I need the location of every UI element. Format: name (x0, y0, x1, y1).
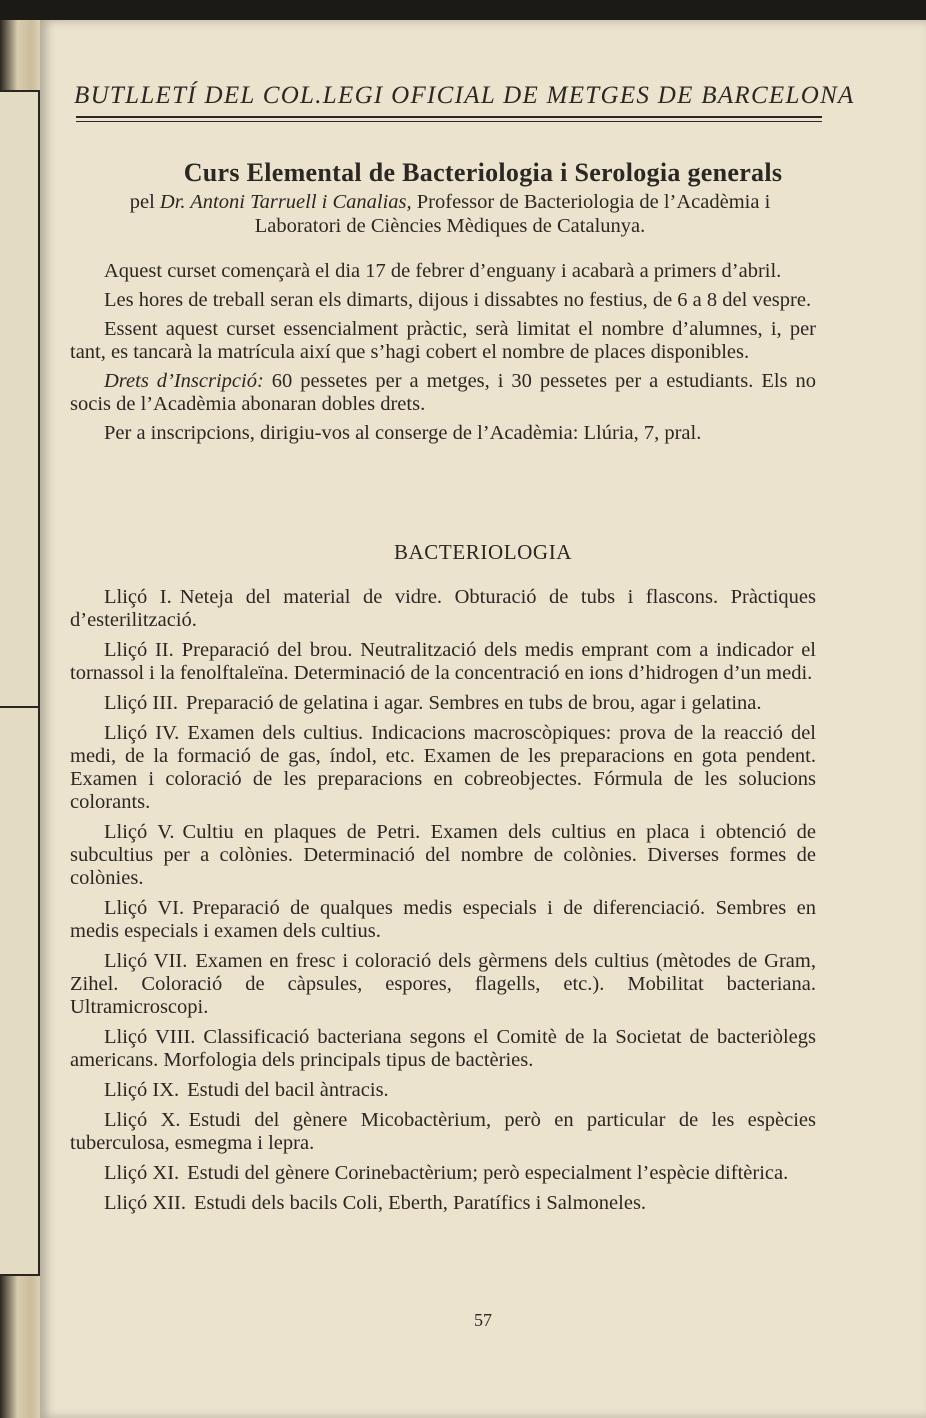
fees-label: Drets d’Inscripció: (104, 370, 264, 392)
paragraph-contact: Per a inscripcions, dirigiu-vos al conserge de l’Acadèmia: Llúria, 7, pral. (104, 422, 702, 444)
lesson-number: Lliçó XII. (104, 1192, 186, 1214)
lesson-text: Estudi del gènere Micobactèrium, però en particular de les espècies tuberculosa, esmegma i lepra. (70, 1109, 816, 1154)
lesson-item (70, 1162, 816, 1185)
spine-label-box-upper (0, 90, 40, 708)
paragraph-fees (70, 370, 816, 416)
header-rule-thick (76, 116, 822, 118)
lesson-number: Lliçó VIII. (104, 1026, 196, 1048)
binding-spine (0, 20, 44, 1418)
byline-affiliation: Professor de Bacteriologia de l’Acadèmia i Laboratori de Ciències Mèdiques de Catalunya. (254, 191, 771, 237)
lesson-text: Examen dels cultius. Indicacions macroscòpiques: prova de la reacció del medi, de la formació de gas, índol, etc. Examen de les preparacions en gota pendent. Examen i coloració de les preparacions en cobreobjectes. Fórmula de les solucions colorants. (70, 722, 816, 813)
lesson-number: Lliçó XI. (104, 1162, 180, 1184)
lesson-text: Preparació del brou. Neutralització dels medis emprant com a indicador el tornassol i la fenolftaleïna. Determinació de la concentració en ions d’hidrogen d’un medi. (70, 639, 816, 684)
lesson-text: Estudi dels bacils Coli, Eberth, Paratífics i Salmoneles. (193, 1192, 647, 1214)
lesson-item (70, 1026, 816, 1072)
running-head: BUTLLETÍ DEL COL.LEGI OFICIAL DE METGES DE BARCELONA (74, 82, 855, 109)
lesson-number: Lliçó IV. (104, 722, 180, 744)
lesson-number: Lliçó VI. (104, 897, 185, 919)
lesson-number: Lliçó VII. (104, 950, 188, 972)
lesson-item (70, 1109, 816, 1155)
article-byline (100, 190, 800, 238)
lesson-text: Estudi del bacil àntracis. (187, 1079, 389, 1101)
lesson-text: Examen en fresc i coloració dels gèrmens dels cultius (mètodes de Gram, Zihel. Coloració de càpsules, espores, flagells, etc.). Mobilitat bacteriana. Ultramicroscopi. (70, 950, 816, 1018)
article-body (70, 260, 816, 451)
byline-prefix: pel (129, 191, 160, 213)
header-rule-thin (76, 121, 822, 122)
page-number: 57 (474, 1310, 492, 1330)
lesson-number: Lliçó V. (104, 821, 175, 843)
lesson-item (70, 897, 816, 943)
section-title: BACTERIOLOGIA (393, 540, 573, 564)
lesson-number: Lliçó III. (104, 692, 178, 714)
paragraph-dates: Aquest curset començarà el dia 17 de febrer d’enguany i acabarà a primers d’abril. (104, 260, 782, 282)
book-page (40, 20, 926, 1418)
lesson-item (70, 821, 816, 890)
lesson-number: Lliçó II. (104, 639, 174, 661)
article-title: Curs Elemental de Bacteriologia i Serologia generals (183, 158, 783, 187)
lesson-number: Lliçó X. (104, 1109, 181, 1131)
lesson-text: Classificació bacteriana segons el Comitè de la Societat de bacteriòlegs americans. Morfologia dels principals tipus de bactèries. (70, 1026, 816, 1071)
lesson-text: Cultiu en plaques de Petri. Examen dels cultius en placa i obtenció de subcultius per a colònies. Determinació del nombre de colònies. Diverses formes de colònies. (70, 821, 816, 889)
lesson-text: Estudi del gènere Corinebactèrium; però especialment l’espècie diftèrica. (187, 1162, 789, 1184)
lesson-item (70, 950, 816, 1019)
lesson-item (70, 692, 816, 715)
lesson-list (70, 586, 816, 1222)
spine-label-box-lower (0, 706, 40, 1276)
lesson-item (70, 639, 816, 685)
byline-author: Dr. Antoni Tarruell i Canalias, (159, 191, 412, 213)
lesson-item (70, 722, 816, 814)
lesson-text: Neteja del material de vidre. Obturació de tubs i flascons. Pràctiques d’esterilització. (70, 586, 817, 631)
lesson-text: Preparació de gelatina i agar. Sembres en tubs de brou, agar i gelatina. (186, 692, 762, 714)
lesson-number: Lliçó I. (104, 586, 172, 608)
lesson-text: Preparació de qualques medis especials i de diferenciació. Sembres en medis especials i examen dels cultius. (70, 897, 816, 942)
paragraph-hours: Les hores de treball seran els dimarts, dijous i dissabtes no festius, de 6 a 8 del vespre. (104, 289, 812, 311)
fees-text: 60 pessetes per a metges, i 30 pessetes per a estudiants. Els no socis de l’Acadèmia abonaran dobles drets. (70, 370, 816, 415)
lesson-item (70, 1192, 816, 1215)
lesson-item (70, 586, 816, 632)
paragraph-enrollment: Essent aquest curset essencialment pràctic, serà limitat el nombre d’alumnes, i, per tant, es tancarà la matrícula així que s’hagi cobert el nombre de places disponibles. (70, 318, 816, 363)
lesson-number: Lliçó IX. (104, 1079, 180, 1101)
lesson-item (70, 1079, 816, 1102)
